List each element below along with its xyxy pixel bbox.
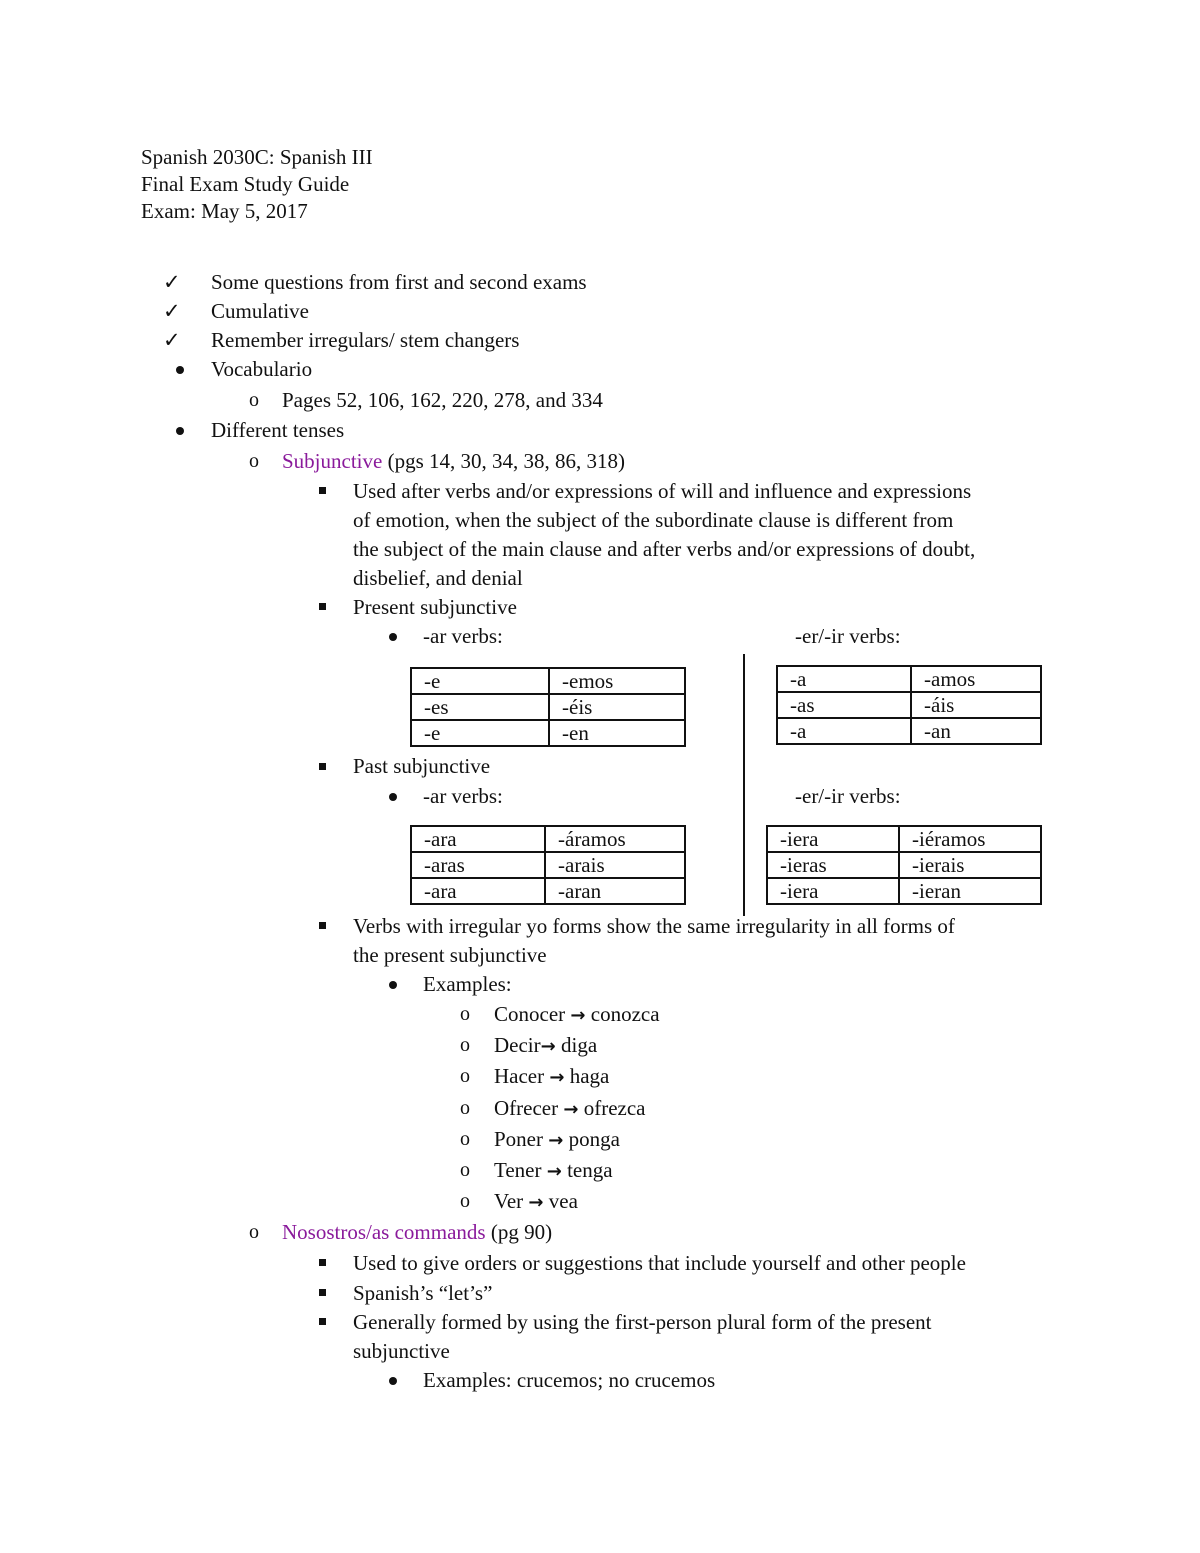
table-cell: -a <box>777 666 911 692</box>
example-item <box>494 1094 645 1124</box>
arrow-right-icon: → <box>546 1161 562 1182</box>
usage-line: disbelief, and denial <box>353 566 523 590</box>
irregular-line: the present subjunctive <box>353 943 547 967</box>
circle-bullet-icon: o <box>249 1221 259 1243</box>
example-item <box>494 1187 578 1217</box>
verb: Tener <box>494 1158 542 1182</box>
past-ar-table <box>410 825 686 905</box>
verb-form: haga <box>569 1064 610 1088</box>
bullet-icon <box>389 981 397 989</box>
past-subjunctive-label: Past subjunctive <box>353 754 491 778</box>
arrow-right-icon: → <box>549 1067 565 1088</box>
table-cell: -aran <box>545 878 685 904</box>
usage-line: the subject of the main clause and after verbs and/or expressions of doubt, <box>353 537 976 561</box>
document-title: Final Exam Study Guide <box>141 172 350 196</box>
table-cell: -ierais <box>899 852 1041 878</box>
nosotros-examples: Examples: crucemos; no crucemos <box>423 1368 716 1392</box>
list-item: Vocabulario <box>211 357 313 381</box>
verb-form: ponga <box>568 1127 620 1151</box>
table-cell: -áramos <box>545 826 685 852</box>
nosotros-item: Generally formed by using the first-person plural form of the present <box>353 1310 932 1334</box>
circle-bullet-icon: o <box>460 1003 470 1025</box>
square-bullet-icon <box>319 1289 326 1296</box>
table-cell: -an <box>911 718 1041 744</box>
circle-bullet-icon: o <box>460 1034 470 1056</box>
exam-date: Exam: May 5, 2017 <box>141 199 308 223</box>
arrow-right-icon: → <box>540 1036 556 1057</box>
table-cell: -a <box>777 718 911 744</box>
table-cell: -aras <box>411 852 545 878</box>
verb: Poner <box>494 1127 543 1151</box>
ar-verbs-label: -ar verbs: <box>423 624 503 648</box>
verb: Ofrecer <box>494 1096 559 1120</box>
circle-bullet-icon: o <box>460 1097 470 1119</box>
nosotros-item: subjunctive <box>353 1339 450 1363</box>
different-tenses: Different tenses <box>211 418 345 442</box>
bullet-icon <box>389 793 397 801</box>
irregular-line: Verbs with irregular yo forms show the same irregularity in all forms of <box>353 914 955 938</box>
example-item <box>494 1156 613 1186</box>
present-erir-table <box>776 665 1042 745</box>
subjunctive-pages: (pgs 14, 30, 34, 38, 86, 318) <box>382 449 625 473</box>
table-cell: -e <box>411 668 549 694</box>
nosotros-link: Nosostros/as commands <box>282 1220 486 1244</box>
examples-label: Examples: <box>423 972 512 996</box>
table-cell: -amos <box>911 666 1041 692</box>
circle-bullet-icon: o <box>460 1128 470 1150</box>
er-ir-verbs-label: -er/-ir verbs: <box>795 624 901 648</box>
table-cell: -e <box>411 720 549 746</box>
table-cell: -iera <box>767 878 899 904</box>
square-bullet-icon <box>319 1259 326 1266</box>
check-icon: ✓ <box>163 299 181 323</box>
bullet-icon <box>389 1377 397 1385</box>
circle-bullet-icon: o <box>249 450 259 472</box>
example-item <box>494 1031 597 1061</box>
er-ir-verbs-label: -er/-ir verbs: <box>795 784 901 808</box>
table-cell: -ara <box>411 826 545 852</box>
table-cell: -arais <box>545 852 685 878</box>
nosotros-item: Spanish’s “let’s” <box>353 1281 493 1305</box>
bullet-icon <box>176 366 184 374</box>
table-cell: -emos <box>549 668 685 694</box>
bullet-icon <box>176 427 184 435</box>
table-cell: -iera <box>767 826 899 852</box>
usage-line: Used after verbs and/or expressions of will and influence and expressions <box>353 479 972 503</box>
past-erir-table <box>766 825 1042 905</box>
circle-bullet-icon: o <box>460 1159 470 1181</box>
list-item: Cumulative <box>211 299 309 323</box>
table-cell: -as <box>777 692 911 718</box>
divider-line <box>743 654 745 916</box>
square-bullet-icon <box>319 922 326 929</box>
table-cell: -éis <box>549 694 685 720</box>
arrow-right-icon: → <box>528 1192 544 1213</box>
nosotros-heading <box>282 1218 552 1246</box>
circle-bullet-icon: o <box>460 1065 470 1087</box>
arrow-right-icon: → <box>570 1005 586 1026</box>
check-icon: ✓ <box>163 328 181 352</box>
ar-verbs-label: -ar verbs: <box>423 784 503 808</box>
present-subjunctive-label: Present subjunctive <box>353 595 517 619</box>
present-ar-table <box>410 667 686 747</box>
verb-form: conozca <box>590 1002 660 1026</box>
example-item <box>494 1062 609 1092</box>
table-cell: -áis <box>911 692 1041 718</box>
circle-bullet-icon: o <box>460 1190 470 1212</box>
square-bullet-icon <box>319 603 326 610</box>
subjunctive-link: Subjunctive <box>282 449 383 473</box>
vocab-pages: Pages 52, 106, 162, 220, 278, and 334 <box>282 388 603 412</box>
nosotros-pages: (pg 90) <box>485 1220 553 1244</box>
check-icon: ✓ <box>163 270 181 294</box>
bullet-icon <box>389 633 397 641</box>
verb-form: tenga <box>567 1158 613 1182</box>
table-cell: -ieran <box>899 878 1041 904</box>
example-item <box>494 1000 660 1030</box>
verb: Decir <box>494 1033 541 1057</box>
verb: Ver <box>494 1189 524 1213</box>
circle-bullet-icon: o <box>249 389 259 411</box>
table-cell: -iéramos <box>899 826 1041 852</box>
usage-line: of emotion, when the subject of the subordinate clause is different from <box>353 508 954 532</box>
table-cell: -ieras <box>767 852 899 878</box>
verb-form: vea <box>548 1189 578 1213</box>
course-title: Spanish 2030C: Spanish III <box>141 145 373 169</box>
square-bullet-icon <box>319 763 326 770</box>
arrow-right-icon: → <box>548 1130 564 1151</box>
square-bullet-icon <box>319 1318 326 1325</box>
verb: Hacer <box>494 1064 545 1088</box>
list-item: Some questions from first and second exams <box>211 270 587 294</box>
square-bullet-icon <box>319 487 326 494</box>
nosotros-item: Used to give orders or suggestions that include yourself and other people <box>353 1251 966 1275</box>
verb: Conocer <box>494 1002 566 1026</box>
verb-form: diga <box>560 1033 598 1057</box>
table-cell: -en <box>549 720 685 746</box>
verb-form: ofrezca <box>583 1096 646 1120</box>
example-item <box>494 1125 620 1155</box>
table-cell: -ara <box>411 878 545 904</box>
arrow-right-icon: → <box>563 1099 579 1120</box>
list-item: Remember irregulars/ stem changers <box>211 328 520 352</box>
subjunctive-heading <box>282 447 625 475</box>
table-cell: -es <box>411 694 549 720</box>
